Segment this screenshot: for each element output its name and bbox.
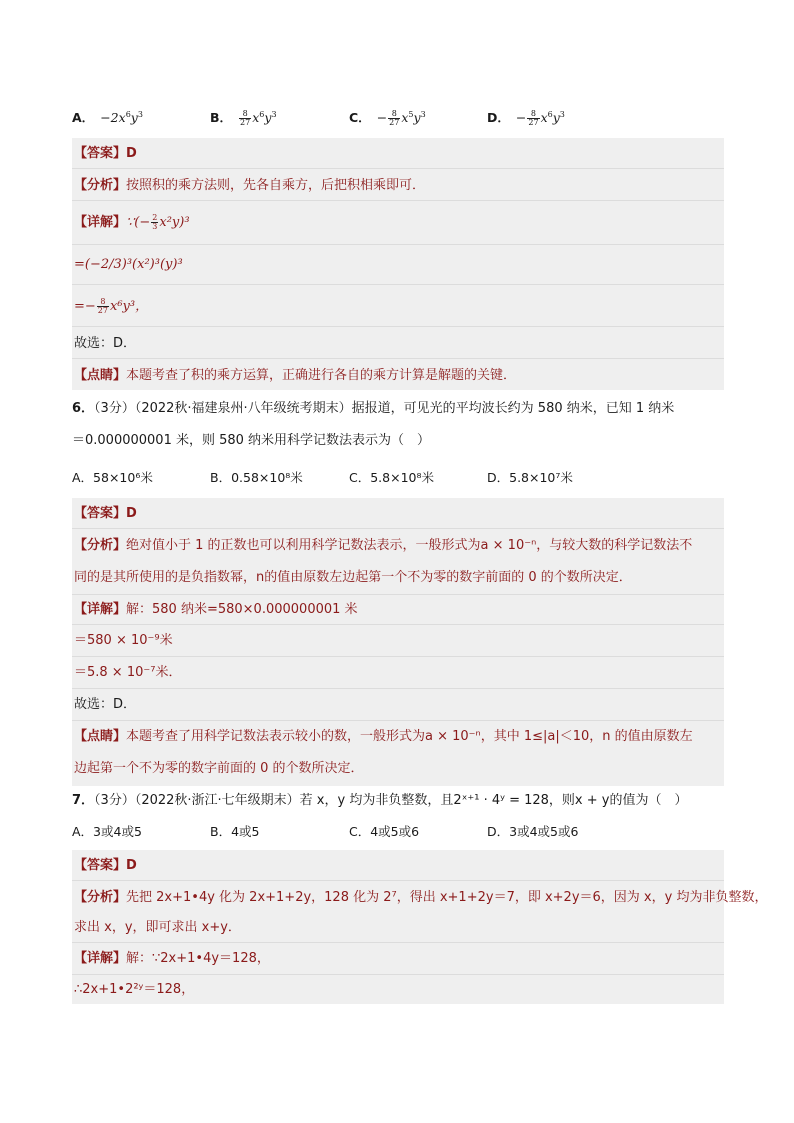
frac-den: 27 <box>528 118 539 127</box>
option-var: x <box>252 110 260 125</box>
option-var: y <box>552 110 560 125</box>
expr-part: =− <box>74 299 96 314</box>
divider <box>72 720 724 721</box>
q6-detail-line1 <box>74 597 358 623</box>
option-exp: 6 <box>259 109 265 119</box>
comment-tag: 【点睛】 <box>74 368 127 383</box>
q7-detail-line1 <box>74 946 270 972</box>
divider <box>72 168 724 169</box>
q5-option-b <box>210 108 277 127</box>
q6-comment-line2 <box>74 756 364 782</box>
expr-part: ∵(− <box>126 215 151 230</box>
q6-stem-line2 <box>72 430 430 452</box>
comment-text: 本题考查了用科学记数法表示较小的数，一般形式为a × 10⁻ⁿ，其中 1≤|a|＜10，n 的值由原数左 <box>126 729 693 744</box>
question-number: 7． <box>72 793 95 808</box>
option-exp: 3 <box>271 109 277 119</box>
q5-option-a <box>72 108 143 126</box>
divider <box>72 688 724 689</box>
analysis-tag: 【分析】 <box>74 890 127 905</box>
choose-text: 故选：D． <box>74 336 137 351</box>
q6-option-a: A．58×10⁶米 <box>72 470 153 485</box>
q7-stem <box>72 790 687 812</box>
fraction <box>239 110 251 127</box>
answer-value: D <box>126 858 137 873</box>
q5-choose <box>74 331 136 357</box>
question-text: （3分）（2022秋·福建泉州·八年级统考期末）据报道，可见光的平均波长约为 580 纳米，已知 1 纳米 <box>94 401 675 416</box>
answer-tag: 【答案】 <box>74 858 127 873</box>
frac-den: 3 <box>152 222 158 231</box>
option-letter: B． <box>210 110 233 125</box>
answer-value: D <box>126 506 137 521</box>
question-text: （3分）（2022秋·浙江·七年级期末）若 x，y 均为非负整数，且2ˣ⁺¹ · 4ʸ = 128，则x + y的值为（ ） <box>94 793 688 808</box>
q6-answer <box>74 501 137 527</box>
analysis-text: 求出 x，y，即可求出 x+y． <box>74 920 241 935</box>
q5-detail-line3 <box>74 294 148 320</box>
expr-line: =(−2/3)³(x²)³(y)³ <box>74 257 183 272</box>
option-var: x <box>118 110 126 125</box>
option-exp: 5 <box>408 109 414 119</box>
divider <box>72 624 724 625</box>
frac-num: 8 <box>388 110 400 119</box>
detail-tag: 【详解】 <box>74 602 127 617</box>
q5-option-d <box>487 108 565 127</box>
expr-part: x²y)³ <box>159 215 190 230</box>
divider <box>72 974 724 975</box>
option-var: y <box>264 110 272 125</box>
divider <box>72 326 724 327</box>
detail-text: 解：∵2x+1•4y＝128， <box>126 951 270 966</box>
q6-detail-line2 <box>74 628 173 654</box>
detail-text: ＝5.8 × 10⁻⁷米． <box>74 665 182 680</box>
frac-den: 27 <box>389 118 400 127</box>
q6-choose <box>74 692 136 718</box>
analysis-text: 同的是其所使用的是负指数幂，n的值由原数左边起第一个不为零的数字前面的 0 的个数所决定． <box>74 570 632 585</box>
q5-detail-line1 <box>74 210 190 236</box>
frac-num: 8 <box>97 298 109 307</box>
option-letter: C． <box>349 110 371 125</box>
frac-num: 2 <box>152 213 158 222</box>
fraction <box>97 298 109 315</box>
frac-num: 8 <box>527 110 539 119</box>
choose-text: 故选：D． <box>74 697 137 712</box>
q6-stem-line1 <box>72 398 674 420</box>
option-exp: 3 <box>420 109 426 119</box>
q5-answer <box>74 141 137 167</box>
q6-option-b: B．0.58×10⁸米 <box>210 470 303 485</box>
q7-option-d: D．3或4或5或6 <box>487 824 579 839</box>
divider <box>72 358 724 359</box>
analysis-text: 先把 2x+1•4y 化为 2x+1+2y，128 化为 2⁷，得出 x+1+2y＝7，即 x+2y＝6，因为 x，y 均为非负整数， <box>126 890 768 905</box>
q6-comment-line1 <box>74 724 693 750</box>
option-coef: − <box>515 110 527 125</box>
q6-options <box>72 468 732 490</box>
question-text: ＝0.000000001 米，则 580 纳米用科学记数法表示为（ ） <box>72 433 431 448</box>
comment-text: 本题考查了积的乘方运算，正确进行各自的乘方计算是解题的关键． <box>126 368 517 383</box>
divider <box>72 880 724 881</box>
q5-analysis <box>74 173 425 199</box>
divider <box>72 244 724 245</box>
option-var: y <box>130 110 138 125</box>
fraction <box>388 110 400 127</box>
detail-text: ∴2x+1•2²ʸ＝128， <box>74 982 195 997</box>
q7-detail-line2 <box>74 977 194 1003</box>
answer-tag: 【答案】 <box>74 146 127 161</box>
answer-tag: 【答案】 <box>74 506 127 521</box>
q6-detail-line3 <box>74 660 181 686</box>
analysis-text: 按照积的乘方法则，先各自乘方，后把积相乘即可． <box>126 178 426 193</box>
expr-part: x⁶y³， <box>109 299 149 314</box>
q5-detail-line2 <box>74 252 183 278</box>
q7-analysis-line1 <box>74 885 767 911</box>
question-number: 6． <box>72 401 95 416</box>
option-exp: 3 <box>137 109 143 119</box>
divider <box>72 528 724 529</box>
detail-tag: 【详解】 <box>74 215 127 230</box>
q6-analysis-line1 <box>74 533 692 559</box>
option-exp: 6 <box>125 109 131 119</box>
divider <box>72 200 724 201</box>
q6-option-d: D．5.8×10⁷米 <box>487 470 573 485</box>
q5-options <box>72 108 732 130</box>
option-exp: 6 <box>547 109 553 119</box>
comment-text: 边起第一个不为零的数字前面的 0 的个数所决定． <box>74 761 364 776</box>
divider <box>72 656 724 657</box>
fraction <box>527 110 539 127</box>
q7-option-b: B．4或5 <box>210 824 260 839</box>
option-coef: −2 <box>100 110 119 125</box>
analysis-tag: 【分析】 <box>74 178 127 193</box>
q5-comment <box>74 363 516 389</box>
option-exp: 3 <box>559 109 565 119</box>
fraction <box>151 214 158 231</box>
q7-option-c: C．4或5或6 <box>349 824 420 839</box>
q6-option-c: C．5.8×10⁸米 <box>349 470 434 485</box>
divider <box>72 594 724 595</box>
answer-value: D <box>126 146 137 161</box>
analysis-text: 绝对值小于 1 的正数也可以利用科学记数法表示，一般形式为a × 10⁻ⁿ，与较大数的科学记数法不 <box>126 538 693 553</box>
option-letter: D． <box>487 110 510 125</box>
q6-analysis-line2 <box>74 565 632 591</box>
option-var: x <box>540 110 548 125</box>
option-letter: A． <box>72 110 95 125</box>
option-var: y <box>413 110 421 125</box>
analysis-tag: 【分析】 <box>74 538 127 553</box>
frac-num: 8 <box>239 110 251 119</box>
q7-option-a: A．3或4或5 <box>72 824 142 839</box>
q7-analysis-line2 <box>74 915 241 941</box>
option-coef: − <box>376 110 388 125</box>
option-var: x <box>401 110 409 125</box>
detail-text: ＝580 × 10⁻⁹米 <box>74 633 173 648</box>
detail-text: 解：580 纳米=580×0.000000001 米 <box>126 602 358 617</box>
divider <box>72 942 724 943</box>
q5-option-c <box>349 108 426 127</box>
frac-den: 27 <box>97 306 108 315</box>
q7-options <box>72 822 732 844</box>
comment-tag: 【点睛】 <box>74 729 127 744</box>
q7-answer <box>74 853 137 879</box>
divider <box>72 284 724 285</box>
detail-tag: 【详解】 <box>74 951 127 966</box>
frac-den: 27 <box>240 118 251 127</box>
